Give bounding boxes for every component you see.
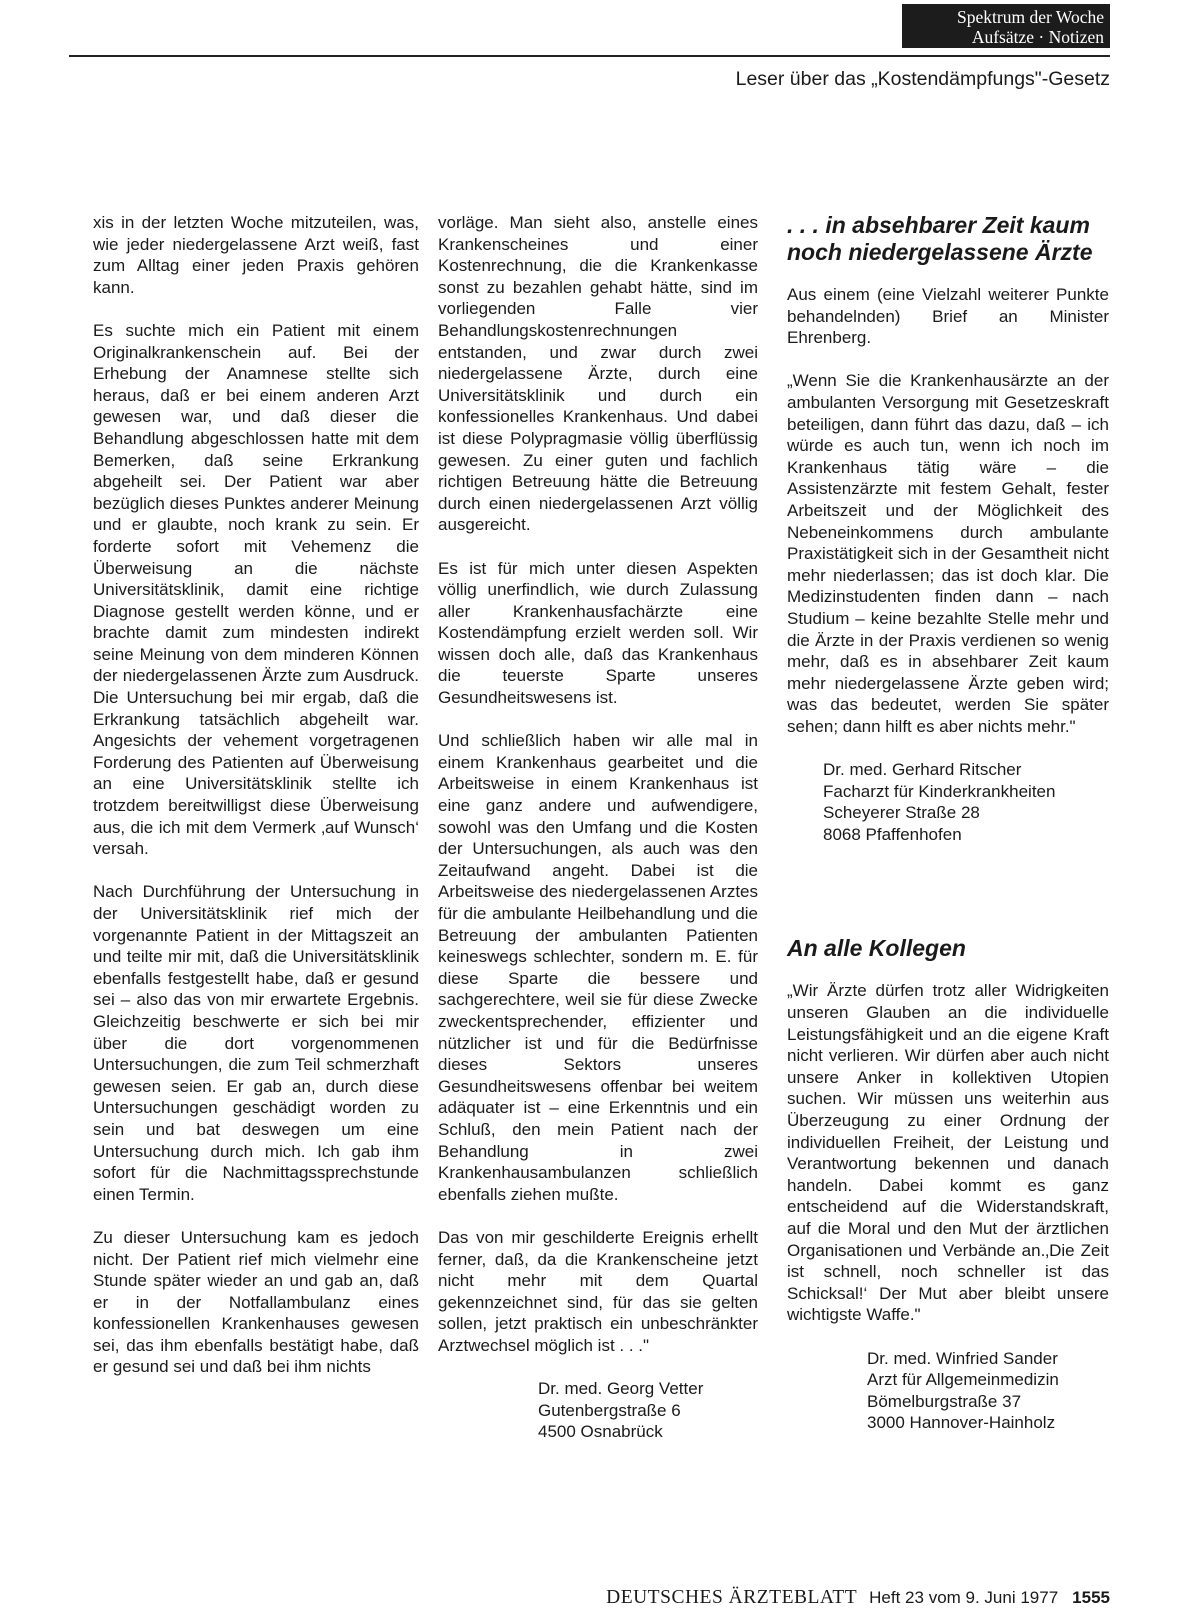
issue-info: Heft 23 vom 9. Juni 1977 <box>869 1588 1059 1607</box>
signature-vetter <box>438 1378 758 1443</box>
article-heading: . . . in absehbarer Zeit kaum noch niedergelassene Ärzte <box>787 212 1093 265</box>
quote-paragraph: „Wenn Sie die Krankenhausärzte an der ambulanten Versorgung mit Gesetzeskraft beteiligen, dann führt das dazu, daß – ich würde es auch tun, wenn ich noch im Krankenhaus tätig wäre – die Assistenzärzte mit festem Gehalt, fester Arbeitszeit und der Möglichkeit des Nebeneinkommens durch ambulante Praxistätigkeit sich in der Gesamtheit nicht mehr niederlassen; das ist doch klar. Die Medizinstudenten finden dann – nach Studium – keine bezahlte Stelle mehr und die Ärzte in der Praxis verdienen so wenig mehr, daß es in absehbarer Zeit kaum mehr niedergelassene Ärzte geben wird; was das bedeutet, werden Sie später sehen; dann hilft es aber nichts mehr." <box>787 371 1109 736</box>
signature-city: 8068 Pfaffenhofen <box>823 824 962 844</box>
paragraph: Es ist für mich unter diesen Aspekten völlig unerfindlich, wie durch Zulassung aller Krankenhausfachärzte eine Kostendämpfung erzielt werden soll. Wir wissen doch alle, daß das Krankenhaus die teuerste Sparte unseres Gesundheitswesens ist. <box>438 558 758 708</box>
signature-sander <box>787 1348 1109 1434</box>
column-right <box>787 212 1109 1456</box>
article-heading: An alle Kollegen <box>787 935 966 962</box>
paragraph: vorläge. Man sieht also, anstelle eines Krankenscheines und einer Kostenrechnung, die die Krankenkasse sonst zu bezahlen gehabt hätte, sind im vorliegenden Falle vier Behandlungskostenrechnungen entstanden, und zwar durch zwei niedergelassene Ärzte, durch eine Universitätsklinik und durch ein konfessionelles Krankenhaus. Und dabei ist diese Polypragmasie völlig überflüssig gewesen. Zu einer guten und fachlich richtigen Betreuung hätte die Betreuung durch einen niedergelassenen Arzt völlig ausgereicht. <box>438 213 758 535</box>
signature-name: Dr. med. Winfried Sander <box>867 1348 1058 1368</box>
column-middle <box>438 212 758 1464</box>
section-badge-line1: Spektrum der Woche <box>957 7 1104 27</box>
page-footer <box>470 1587 1110 1609</box>
signature-address: Gutenbergstraße 6 <box>538 1400 681 1420</box>
header-rule <box>69 55 1110 57</box>
paragraph: Zu dieser Untersuchung kam es jedoch nicht. Der Patient rief mich vielmehr eine Stunde später wieder an und gab an, daß er in der Notfallambulanz eines konfessionellen Krankenhauses gewesen sei, das ihm ebenfalls bestätigt habe, daß er gesund sei und daß bei ihm nichts <box>93 1227 419 1377</box>
signature-address: Bömelburgstraße 37 <box>867 1391 1022 1411</box>
signature-name: Dr. med. Georg Vetter <box>538 1379 704 1399</box>
signature-ritscher <box>787 759 1109 845</box>
paragraph: xis in der letzten Woche mitzuteilen, was, wie jeder niedergelassene Arzt weiß, fast zum Alltag einer jeden Praxis gehören kann. <box>93 213 419 297</box>
paragraph: Das von mir geschilderte Ereignis erhellt ferner, daß, da die Krankenscheine jetzt nicht mehr mit dem Quartal gekennzeichnet sind, für das sie gelten sollen, jetzt praktisch ein unbeschränkter Arztwechsel möglich ist . . ." <box>438 1227 758 1355</box>
signature-address: Scheyerer Straße 28 <box>823 803 980 823</box>
signature-title: Facharzt für Kinderkrankheiten <box>823 781 1056 801</box>
signature-city: 4500 Osnabrück <box>538 1422 663 1442</box>
section-badge-line2: Aufsätze · Notizen <box>971 27 1104 47</box>
page-subtitle: Leser über das „Kostendämpfungs"-Gesetz <box>735 68 1110 90</box>
paragraph: Es suchte mich ein Patient mit einem Originalkrankenschein auf. Bei der Erhebung der Anamnese stellte sich heraus, daß er bei einem anderen Arzt gewesen war, und daß dieser die Behandlung abgeschlossen hatte mit dem Bemerken, daß seine Erkrankung abgeheilt sei. Der Patient war aber bezüglich dieses Punktes anderer Meinung und er glaubte, noch krank zu sein. Er forderte sofort mit Vehemenz die Überweisung an die nächste Universitätsklinik, damit eine richtige Diagnose gestellt werden könne, und er brachte damit zum mindesten indirekt seine Meinung von dem minderen Können der niedergelassenen Ärzte zum Ausdruck. Die Untersuchung bei mir ergab, daß die Erkrankung tatsächlich abgeheilt war. Angesichts der vehement vorgetragenen Forderung des Patienten auf Überweisung an eine Universitätsklinik stellte ich trotzdem bereitwilligst diese Überweisung aus, die ich mit dem Vermerk ‚auf Wunsch‘ versah. <box>93 320 419 859</box>
page-number: 1555 <box>1072 1588 1110 1607</box>
signature-title: Arzt für Allgemeinmedizin <box>867 1370 1059 1390</box>
quote-paragraph: „Wir Ärzte dürfen trotz aller Widrigkeiten unseren Glauben an die individuelle Leistungsfähigkeit und an die eigene Kraft nicht verlieren. Wir dürfen aber auch nicht unsere Anker in kollektiven Utopien suchen. Wir müssen uns weiterhin aus Überzeugung zu einer Ordnung der individuellen Freiheit, der Leistung und Verantwortung bekennen und danach handeln. Dabei kommt es ganz entscheidend auf die Widerstandskraft, auf die Moral und den Mut der ärztlichen Organisationen und Verbände an.‚Die Zeit ist schnell, noch schneller ist das Schicksal!‘ Der Mut aber bleibt unsere wichtigste Waffe." <box>787 981 1109 1325</box>
section-badge <box>902 4 1110 48</box>
intro-paragraph: Aus einem (eine Vielzahl weiterer Punkte behandelnden) Brief an Minister Ehrenberg. <box>787 285 1109 348</box>
journal-name: DEUTSCHES ÄRZTEBLATT <box>606 1587 858 1608</box>
signature-name: Dr. med. Gerhard Ritscher <box>823 760 1022 780</box>
column-left <box>93 212 419 1400</box>
signature-city: 3000 Hannover-Hainholz <box>867 1413 1056 1433</box>
paragraph: Nach Durchführung der Untersuchung in der Universitätsklinik rief mich der vorgenannte Patient in der Mittagszeit an und teilte mir mit, daß die Universitätsklinik ebenfalls festgestellt habe, daß er gesund sei – also das von mir erwartete Ergebnis. Gleichzeitig beschwerte er sich bei mir über die dort vorgenommenen Untersuchungen, die zum Teil schmerzhaft gewesen seien. Er gab an, durch diese Untersuchungen geschädigt worden zu sein und bat deswegen um eine Untersuchung durch mich. Ich gab ihm sofort für die Nachmittagssprechstunde einen Termin. <box>93 882 419 1204</box>
paragraph: Und schließlich haben wir alle mal in einem Krankenhaus gearbeitet und die Arbeitsweise in einem Krankenhaus ist eine ganz andere und aufwendigere, sowohl was den Umfang und die Kosten der Untersuchungen, als auch was den Zeitaufwand angeht. Dabei ist die Arbeitsweise des niedergelassenen Arztes für die ambulante Heilbehandlung und die Betreuung der ambulanten Patienten keineswegs schlechter, sondern m. E. für diese Sparte die bessere und sachgerechtere, weil sie für diese Zwecke zweckentsprechender, effizienter und nützlicher ist und für die Bedürfnisse dieses Sektors unseres Gesundheitswesens offenbar bei weitem adäquater ist – eine Erkenntnis und ein Schluß, den mein Patient nach der Behandlung in zwei Krankenhausambulanzen schließlich ebenfalls ziehen mußte. <box>438 731 758 1204</box>
